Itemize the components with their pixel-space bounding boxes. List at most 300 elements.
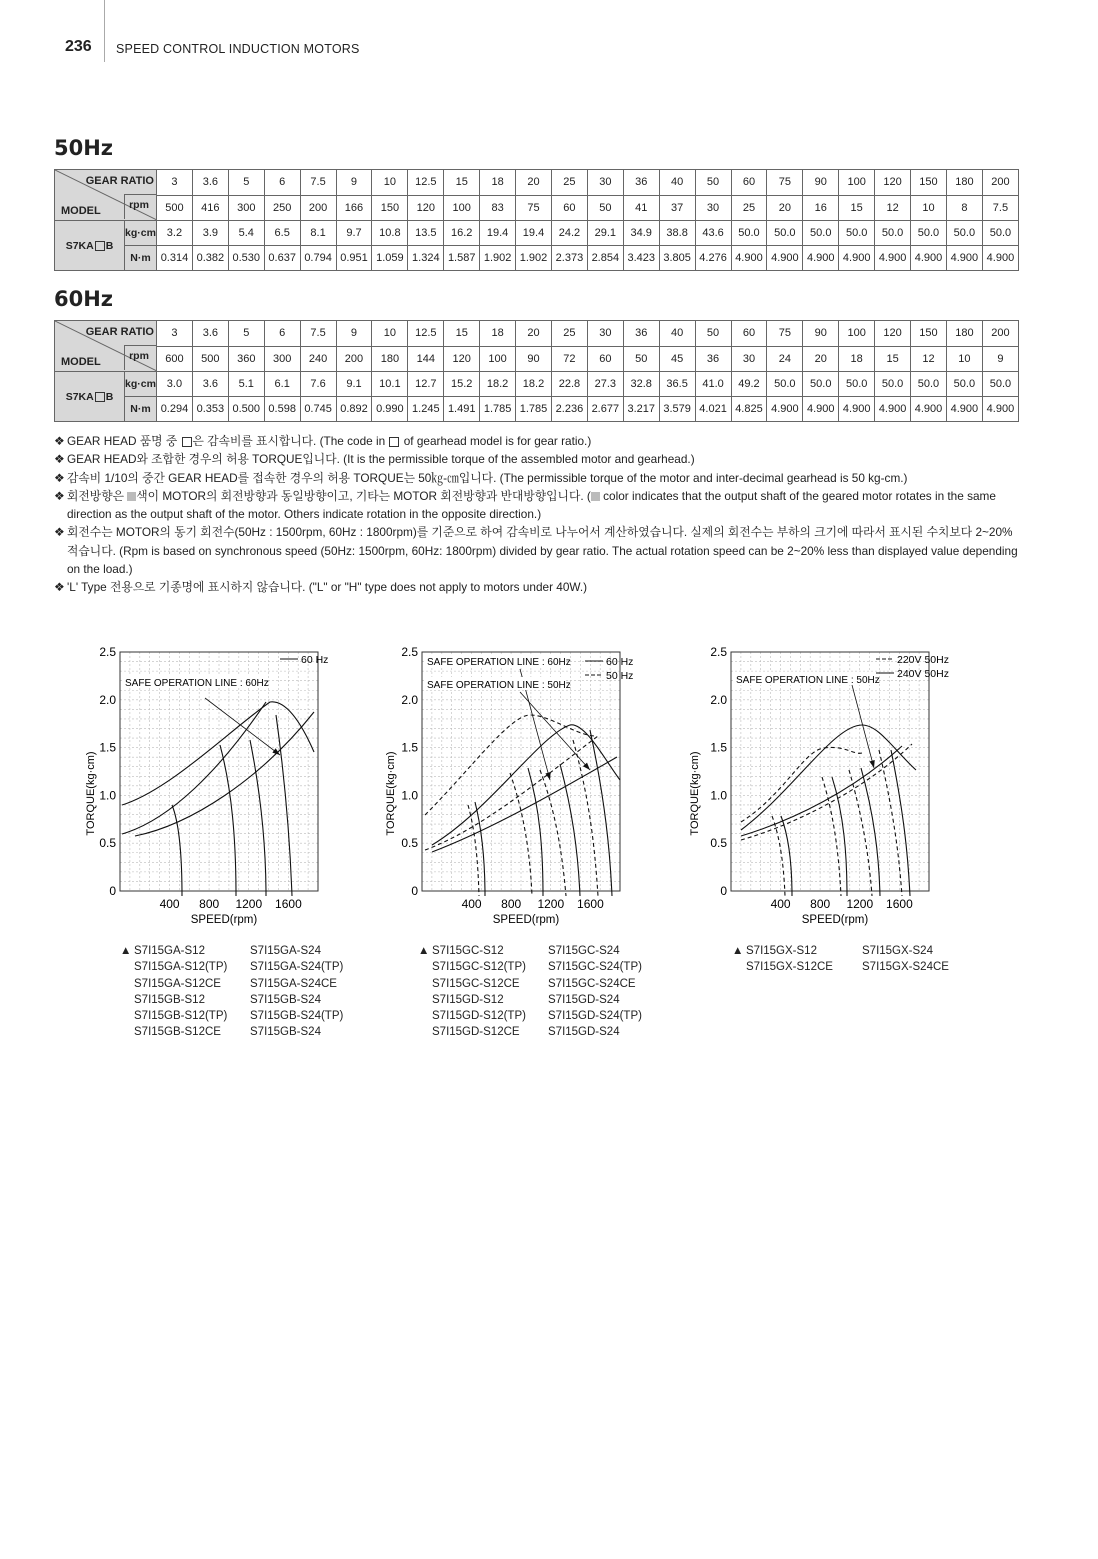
x-tick-label: 1200 [537, 897, 565, 911]
gear-ratio-cell: 50 [695, 170, 731, 196]
rpm-cell: 10 [911, 195, 947, 221]
nm-cell: 3.805 [659, 246, 695, 271]
nm-cell: 0.294 [157, 397, 193, 422]
note-item: ❖ 감속비 1/10의 중간 GEAR HEAD를 접속한 경우의 허용 TORQUE는 50㎏-㎝입니다. (The permissible torque of the motor and inter-decimal gearhead is 50 kg-cm.) [54, 469, 1019, 487]
model-item: S7I15GB-S24 [250, 1026, 321, 1039]
gear-ratio-cell: 6 [264, 170, 300, 196]
model-column-left [732, 943, 833, 976]
x-tick-label: 400 [159, 897, 180, 911]
rpm-cell: 30 [731, 346, 767, 372]
kgcm-cell: 3.6 [192, 372, 228, 397]
gear-ratio-cell: 90 [803, 321, 839, 347]
rpm-cell: 45 [659, 346, 695, 372]
model-name-suffix: B [105, 390, 114, 403]
box-symbol-icon [182, 437, 192, 447]
gear-ratio-cell: 18 [480, 170, 516, 196]
x-tick-label: 1600 [275, 897, 302, 911]
model-item: S7I15GX-S24 [862, 945, 933, 957]
rpm-cell: 120 [444, 346, 480, 372]
model-item [120, 992, 227, 1008]
gear-ratio-cell: 3.6 [192, 321, 228, 347]
y-tick-label: 0.5 [710, 836, 727, 851]
nm-cell: 0.500 [228, 397, 264, 422]
nm-cell: 4.021 [695, 397, 731, 422]
y-tick-label: 2.0 [710, 692, 727, 707]
rpm-cell: 60 [551, 195, 587, 221]
gear-ratio-row [55, 170, 1019, 196]
page-number: 236 [65, 38, 92, 55]
nm-cell: 1.785 [516, 397, 552, 422]
torque-curve [432, 725, 620, 845]
gear-ratio-cell: 5 [228, 321, 264, 347]
kgcm-cell: 12.7 [408, 372, 444, 397]
rpm-cell: 300 [228, 195, 264, 221]
model-label: MODEL [61, 356, 101, 368]
kgcm-cell: 34.9 [623, 221, 659, 246]
model-name: S7I15GA-S12(TP) [134, 961, 228, 974]
kgcm-cell: 8.1 [300, 221, 336, 246]
triangle-marker-icon: ▲ [120, 945, 132, 957]
leader-line [205, 698, 280, 755]
torque-speed-chart-gx [684, 640, 974, 940]
gear-ratio-cell: 3 [157, 321, 193, 347]
gear-ratio-cell: 200 [982, 170, 1018, 196]
nm-cell: 1.245 [408, 397, 444, 422]
model-column-left [418, 943, 526, 1041]
nm-cell: 0.382 [192, 246, 228, 271]
gear-ratio-cell: 12.5 [408, 170, 444, 196]
y-tick-label: 1.5 [99, 740, 116, 755]
torque-curve [573, 740, 598, 896]
grey-swatch-icon [591, 492, 600, 501]
rpm-cell: 250 [264, 195, 300, 221]
legend-label: 60 Hz [606, 656, 634, 668]
model-item: S7I15GD-S24 [548, 1026, 620, 1039]
model-name: S7I15GC-S12 [432, 945, 504, 957]
gear-ratio-cell: 20 [516, 321, 552, 347]
torque-curve [741, 747, 862, 822]
kgcm-cell: 6.1 [264, 372, 300, 397]
nm-cell: 4.900 [767, 246, 803, 271]
kgcm-cell: 19.4 [516, 221, 552, 246]
kgcm-cell: 3.9 [192, 221, 228, 246]
gear-ratio-cell: 40 [659, 321, 695, 347]
rpm-cell: 83 [480, 195, 516, 221]
diamond-bullet-icon: ❖ [54, 434, 65, 448]
kgcm-cell: 50.0 [911, 221, 947, 246]
model-name: S7I15GC-S12CE [432, 977, 520, 990]
nm-cell: 0.637 [264, 246, 300, 271]
kgcm-cell: 50.0 [839, 221, 875, 246]
table-header-corner [55, 170, 157, 221]
gear-ratio-cell: 7.5 [300, 321, 336, 347]
legend-label: 60 Hz [301, 654, 329, 666]
gear-ratio-cell: 36 [623, 170, 659, 196]
rpm-cell: 360 [228, 346, 264, 372]
rpm-cell: 150 [372, 195, 408, 221]
y-tick-label: 2.0 [99, 692, 116, 707]
gear-ratio-cell: 200 [982, 321, 1018, 347]
note-item: ❖ 회전방향은 색이 MOTOR의 회전방향과 동일방향이고, 기타는 MOTOR 회전방향과 반대방향입니다. ( color indicates that the output shaft of the geared motor rotates in the same direction as the output shaft of the motor. Others indicate rotation in the opposite direction.) [54, 488, 996, 522]
nm-cell: 4.900 [839, 397, 875, 422]
x-tick-label: 800 [501, 897, 522, 911]
diamond-bullet-icon: ❖ [54, 470, 65, 485]
rpm-cell: 37 [659, 195, 695, 221]
nm-cell: 4.900 [767, 397, 803, 422]
kgcm-cell: 5.1 [228, 372, 264, 397]
kgcm-cell: 50.0 [767, 221, 803, 246]
gear-ratio-cell: 150 [911, 170, 947, 196]
gear-ratio-cell: 90 [803, 170, 839, 196]
rpm-cell: 120 [408, 195, 444, 221]
page-title: SPEED CONTROL INDUCTION MOTORS [116, 42, 360, 56]
nm-cell: 4.900 [911, 246, 947, 271]
gear-ratio-cell: 100 [839, 321, 875, 347]
nm-cell: 0.990 [372, 397, 408, 422]
kgcm-cell: 5.4 [228, 221, 264, 246]
model-item: S7I15GD-S24 [548, 993, 620, 1006]
kgcm-cell: 41.0 [695, 372, 731, 397]
rpm-cell: 7.5 [982, 195, 1018, 221]
model-name-cell [55, 372, 125, 422]
torque-curve [250, 740, 266, 896]
nm-unit-label: N·m [125, 246, 157, 271]
nm-cell: 4.900 [731, 246, 767, 271]
y-axis-label: TORQUE(kg·cm) [689, 751, 701, 836]
nm-cell: 4.276 [695, 246, 731, 271]
kgcm-cell: 50.0 [767, 372, 803, 397]
nm-cell: 4.900 [946, 397, 982, 422]
note-item: ❖ GEAR HEAD 품명 중 은 감속비를 표시합니다. (The code in of gearhead model is for gear ratio.) [54, 432, 1019, 450]
nm-cell: 0.794 [300, 246, 336, 271]
nm-cell: 0.353 [192, 397, 228, 422]
nm-cell: 2.373 [551, 246, 587, 271]
kgcm-cell: 18.2 [516, 372, 552, 397]
legend-label: 50 Hz [606, 670, 634, 682]
rpm-cell: 200 [336, 346, 372, 372]
gear-ratio-cell: 180 [946, 321, 982, 347]
rpm-cell: 166 [336, 195, 372, 221]
model-item [418, 943, 526, 959]
kgcm-cell: 49.2 [731, 372, 767, 397]
torque-speed-chart-gc-gd [380, 640, 650, 940]
legend-label: 240V 50Hz [897, 668, 949, 680]
x-axis-label: SPEED(rpm) [801, 914, 869, 926]
model-name: S7I15GD-S12CE [432, 1026, 520, 1039]
torque-curve [891, 750, 910, 896]
x-axis-label: SPEED(rpm) [492, 914, 560, 926]
diamond-bullet-icon: ❖ [54, 488, 65, 503]
rpm-unit-label: rpm [129, 350, 149, 362]
gear-ratio-cell: 9 [336, 170, 372, 196]
torque-curve [425, 736, 598, 850]
kgcm-cell: 24.2 [551, 221, 587, 246]
gear-ratio-cell: 18 [480, 321, 516, 347]
rpm-cell: 41 [623, 195, 659, 221]
kgcm-cell: 38.8 [659, 221, 695, 246]
rpm-cell: 50 [587, 195, 623, 221]
kgcm-cell: 50.0 [803, 372, 839, 397]
nm-cell: 2.677 [587, 397, 623, 422]
nm-cell: 3.217 [623, 397, 659, 422]
safe-operation-label: SAFE OPERATION LINE : 50Hz [427, 680, 571, 691]
model-name: S7I15GB-S12(TP) [134, 1010, 228, 1023]
section-title-50hz: 50Hz [54, 136, 114, 160]
nm-cell: 3.423 [623, 246, 659, 271]
y-tick-label: 1.5 [401, 740, 418, 755]
y-tick-label: 1.0 [401, 788, 418, 803]
nm-cell: 0.745 [300, 397, 336, 422]
y-tick-label: 2.0 [401, 692, 418, 707]
box-symbol-icon [95, 392, 105, 402]
rpm-cell: 500 [157, 195, 193, 221]
model-name: S7I15GD-S12(TP) [432, 1010, 526, 1023]
kgcm-cell: 50.0 [911, 372, 947, 397]
model-name: S7I15GX-S12 [746, 945, 817, 957]
rpm-cell: 180 [372, 346, 408, 372]
torque-curve [772, 816, 785, 896]
nm-cell: 4.900 [875, 397, 911, 422]
x-tick-label: 800 [810, 897, 831, 911]
kgcm-cell: 16.2 [444, 221, 480, 246]
gear-ratio-cell: 15 [444, 321, 480, 347]
gear-ratio-cell: 25 [551, 321, 587, 347]
x-tick-label: 800 [199, 897, 220, 911]
rpm-cell: 10 [946, 346, 982, 372]
model-item [120, 959, 227, 975]
kgcm-cell: 3.2 [157, 221, 193, 246]
rpm-cell: 60 [587, 346, 623, 372]
gear-ratio-cell: 50 [695, 321, 731, 347]
nm-cell: 1.491 [444, 397, 480, 422]
kgcm-cell: 27.3 [587, 372, 623, 397]
nm-unit-label: N·m [125, 397, 157, 422]
gear-ratio-cell: 120 [875, 170, 911, 196]
rpm-cell: 24 [767, 346, 803, 372]
nm-cell: 0.314 [157, 246, 193, 271]
kgcm-unit-label: kg·cm [125, 372, 157, 397]
grey-swatch-icon [127, 492, 136, 501]
rpm-cell: 200 [300, 195, 336, 221]
section-title-60hz: 60Hz [54, 287, 114, 311]
torque-curve [849, 770, 872, 896]
y-axis-label: TORQUE(kg·cm) [85, 751, 97, 836]
kgcm-cell: 43.6 [695, 221, 731, 246]
gear-ratio-cell: 100 [839, 170, 875, 196]
nm-cell: 4.900 [839, 246, 875, 271]
model-name-suffix: B [105, 239, 114, 252]
model-item: S7I15GA-S24CE [250, 977, 337, 990]
gear-ratio-cell: 3 [157, 170, 193, 196]
kgcm-cell: 36.5 [659, 372, 695, 397]
rpm-cell: 500 [192, 346, 228, 372]
torque-curve [172, 805, 182, 896]
gear-ratio-row [55, 321, 1019, 347]
rpm-cell: 16 [803, 195, 839, 221]
rpm-cell: 25 [731, 195, 767, 221]
rpm-cell: 100 [480, 346, 516, 372]
y-tick-label: 0 [411, 884, 418, 898]
kgcm-cell: 50.0 [875, 221, 911, 246]
nm-cell: 1.059 [372, 246, 408, 271]
torque-curve [879, 750, 902, 896]
rpm-cell: 50 [623, 346, 659, 372]
model-item: S7I15GB-S24 [250, 993, 321, 1006]
model-item: S7I15GA-S24(TP) [250, 961, 344, 974]
diamond-bullet-icon: ❖ [54, 580, 65, 595]
rpm-cell: 300 [264, 346, 300, 372]
model-item [120, 976, 227, 992]
kgcm-cell: 6.5 [264, 221, 300, 246]
model-name-cell [55, 221, 125, 271]
torque-curve [822, 777, 841, 896]
model-column-left [120, 943, 227, 1041]
model-name: S7I15GA-S12CE [134, 977, 221, 990]
rpm-cell: 18 [839, 346, 875, 372]
model-item [418, 959, 526, 975]
model-item: S7I15GB-S24(TP) [250, 1010, 344, 1023]
nm-cell: 4.900 [946, 246, 982, 271]
rpm-unit-label: rpm [129, 199, 149, 211]
gear-ratio-cell: 3.6 [192, 170, 228, 196]
y-tick-label: 0 [720, 884, 727, 898]
model-item: S7I15GD-S24(TP) [548, 1010, 642, 1023]
model-column-right [250, 943, 343, 1041]
torque-curve [741, 746, 902, 836]
y-tick-label: 1.0 [99, 788, 116, 803]
y-tick-label: 1.5 [710, 740, 727, 755]
note-item: ❖ 회전수는 MOTOR의 동기 회전수(50Hz : 1500rpm, 60Hz : 1800rpm)를 기준으로 하여 감속비로 나누어서 계산하였습니다. 실제의 회전수는 부하의 크기에 따라서 표시된 수치보다 2~20% 적습니다. (Rpm is based on synchronous speed (50Hz: 1500rpm, 60Hz: 1800rpm) divided by gear ratio. The actual rotation speed can be 2~20% less than displayed value depending on the load.) [54, 525, 1018, 577]
gear-ratio-cell: 10 [372, 321, 408, 347]
kgcm-cell: 50.0 [803, 221, 839, 246]
nm-cell: 0.530 [228, 246, 264, 271]
rpm-cell: 75 [516, 195, 552, 221]
y-tick-label: 0 [109, 884, 116, 898]
gear-ratio-cell: 30 [587, 321, 623, 347]
model-item: S7I15GC-S24(TP) [548, 961, 642, 974]
gear-ratio-cell: 7.5 [300, 170, 336, 196]
header-divider-line [124, 194, 156, 195]
torque-curve [468, 805, 479, 896]
gear-ratio-cell: 5 [228, 170, 264, 196]
kgcm-cell: 15.2 [444, 372, 480, 397]
rpm-cell: 9 [982, 346, 1018, 372]
kgcm-cell: 50.0 [946, 372, 982, 397]
table-header-corner [55, 321, 157, 372]
nm-cell: 0.598 [264, 397, 300, 422]
rpm-cell: 12 [875, 195, 911, 221]
model-item [120, 1024, 227, 1040]
rpm-cell: 100 [444, 195, 480, 221]
torque-curve [425, 715, 595, 815]
note-item: ❖ GEAR HEAD와 조합한 경우의 허용 TORQUE입니다. (It is the permissible torque of the assembled motor and gearhead.) [54, 450, 1019, 468]
model-item [418, 1024, 526, 1040]
rpm-cell: 12 [911, 346, 947, 372]
kgcm-row [55, 221, 1019, 246]
model-item: S7I15GX-S24CE [862, 961, 949, 974]
rpm-cell: 20 [803, 346, 839, 372]
rpm-row [55, 346, 1019, 372]
kgcm-cell: 13.5 [408, 221, 444, 246]
plot-frame [731, 652, 929, 891]
model-item [120, 1008, 227, 1024]
model-item [120, 943, 227, 959]
model-label: MODEL [61, 205, 101, 217]
safe-operation-label: SAFE OPERATION LINE : 50Hz [736, 675, 880, 686]
nm-cell: 4.900 [982, 397, 1018, 422]
rpm-cell: 30 [695, 195, 731, 221]
gear-ratio-cell: 15 [444, 170, 480, 196]
box-symbol-icon [389, 437, 399, 447]
rpm-cell: 144 [408, 346, 444, 372]
model-item [418, 976, 526, 992]
kgcm-row [55, 372, 1019, 397]
y-tick-label: 2.5 [710, 645, 727, 659]
gear-ratio-cell: 60 [731, 170, 767, 196]
model-item: S7I15GC-S24 [548, 945, 620, 957]
kgcm-cell: 10.1 [372, 372, 408, 397]
y-tick-label: 0.5 [99, 836, 116, 851]
note-item: ❖ 'L' Type 전용으로 기종명에 표시하지 않습니다. ("L" or "H" type does not apply to motors under 40W.) [54, 578, 1019, 596]
kgcm-cell: 22.8 [551, 372, 587, 397]
spec-table-60hz [54, 320, 1019, 422]
model-name: S7I15GB-S12CE [134, 1026, 221, 1039]
y-tick-label: 1.0 [710, 788, 727, 803]
kgcm-cell: 50.0 [946, 221, 982, 246]
gear-ratio-cell: 180 [946, 170, 982, 196]
torque-curve [590, 730, 612, 896]
model-item [418, 992, 526, 1008]
x-tick-label: 1200 [235, 897, 263, 911]
kgcm-cell: 50.0 [982, 221, 1018, 246]
model-name: S7I15GA-S12 [134, 945, 205, 957]
gear-ratio-label: GEAR RATIO [85, 175, 154, 187]
x-tick-label: 400 [461, 897, 482, 911]
rpm-cell: 600 [157, 346, 193, 372]
gear-ratio-cell: 36 [623, 321, 659, 347]
kgcm-cell: 3.0 [157, 372, 193, 397]
triangle-marker-icon: ▲ [418, 945, 430, 957]
kgcm-cell: 50.0 [875, 372, 911, 397]
torque-curve [432, 757, 617, 852]
nm-cell: 1.324 [408, 246, 444, 271]
gear-ratio-cell: 6 [264, 321, 300, 347]
model-name: S7I15GD-S12 [432, 993, 504, 1006]
nm-cell: 4.825 [731, 397, 767, 422]
x-tick-label: 1600 [886, 897, 913, 911]
kgcm-cell: 19.4 [480, 221, 516, 246]
gear-ratio-label: GEAR RATIO [85, 326, 154, 338]
legend-label: 220V 50Hz [897, 654, 949, 666]
model-column-right [548, 943, 642, 1041]
header-divider-line [124, 345, 125, 370]
rpm-cell: 90 [516, 346, 552, 372]
x-axis-label: SPEED(rpm) [190, 914, 258, 926]
nm-cell: 4.900 [982, 246, 1018, 271]
gear-ratio-cell: 30 [587, 170, 623, 196]
box-symbol-icon [95, 241, 105, 251]
triangle-marker-icon: ▲ [732, 945, 744, 957]
diamond-bullet-icon: ❖ [54, 452, 65, 467]
gear-ratio-cell: 9 [336, 321, 372, 347]
diamond-bullet-icon: ❖ [54, 525, 65, 540]
rpm-cell: 20 [767, 195, 803, 221]
x-tick-label: 400 [770, 897, 791, 911]
torque-curve [220, 745, 236, 896]
nm-cell: 4.900 [911, 397, 947, 422]
y-axis-label: TORQUE(kg·cm) [385, 751, 397, 836]
header-divider [104, 0, 105, 62]
